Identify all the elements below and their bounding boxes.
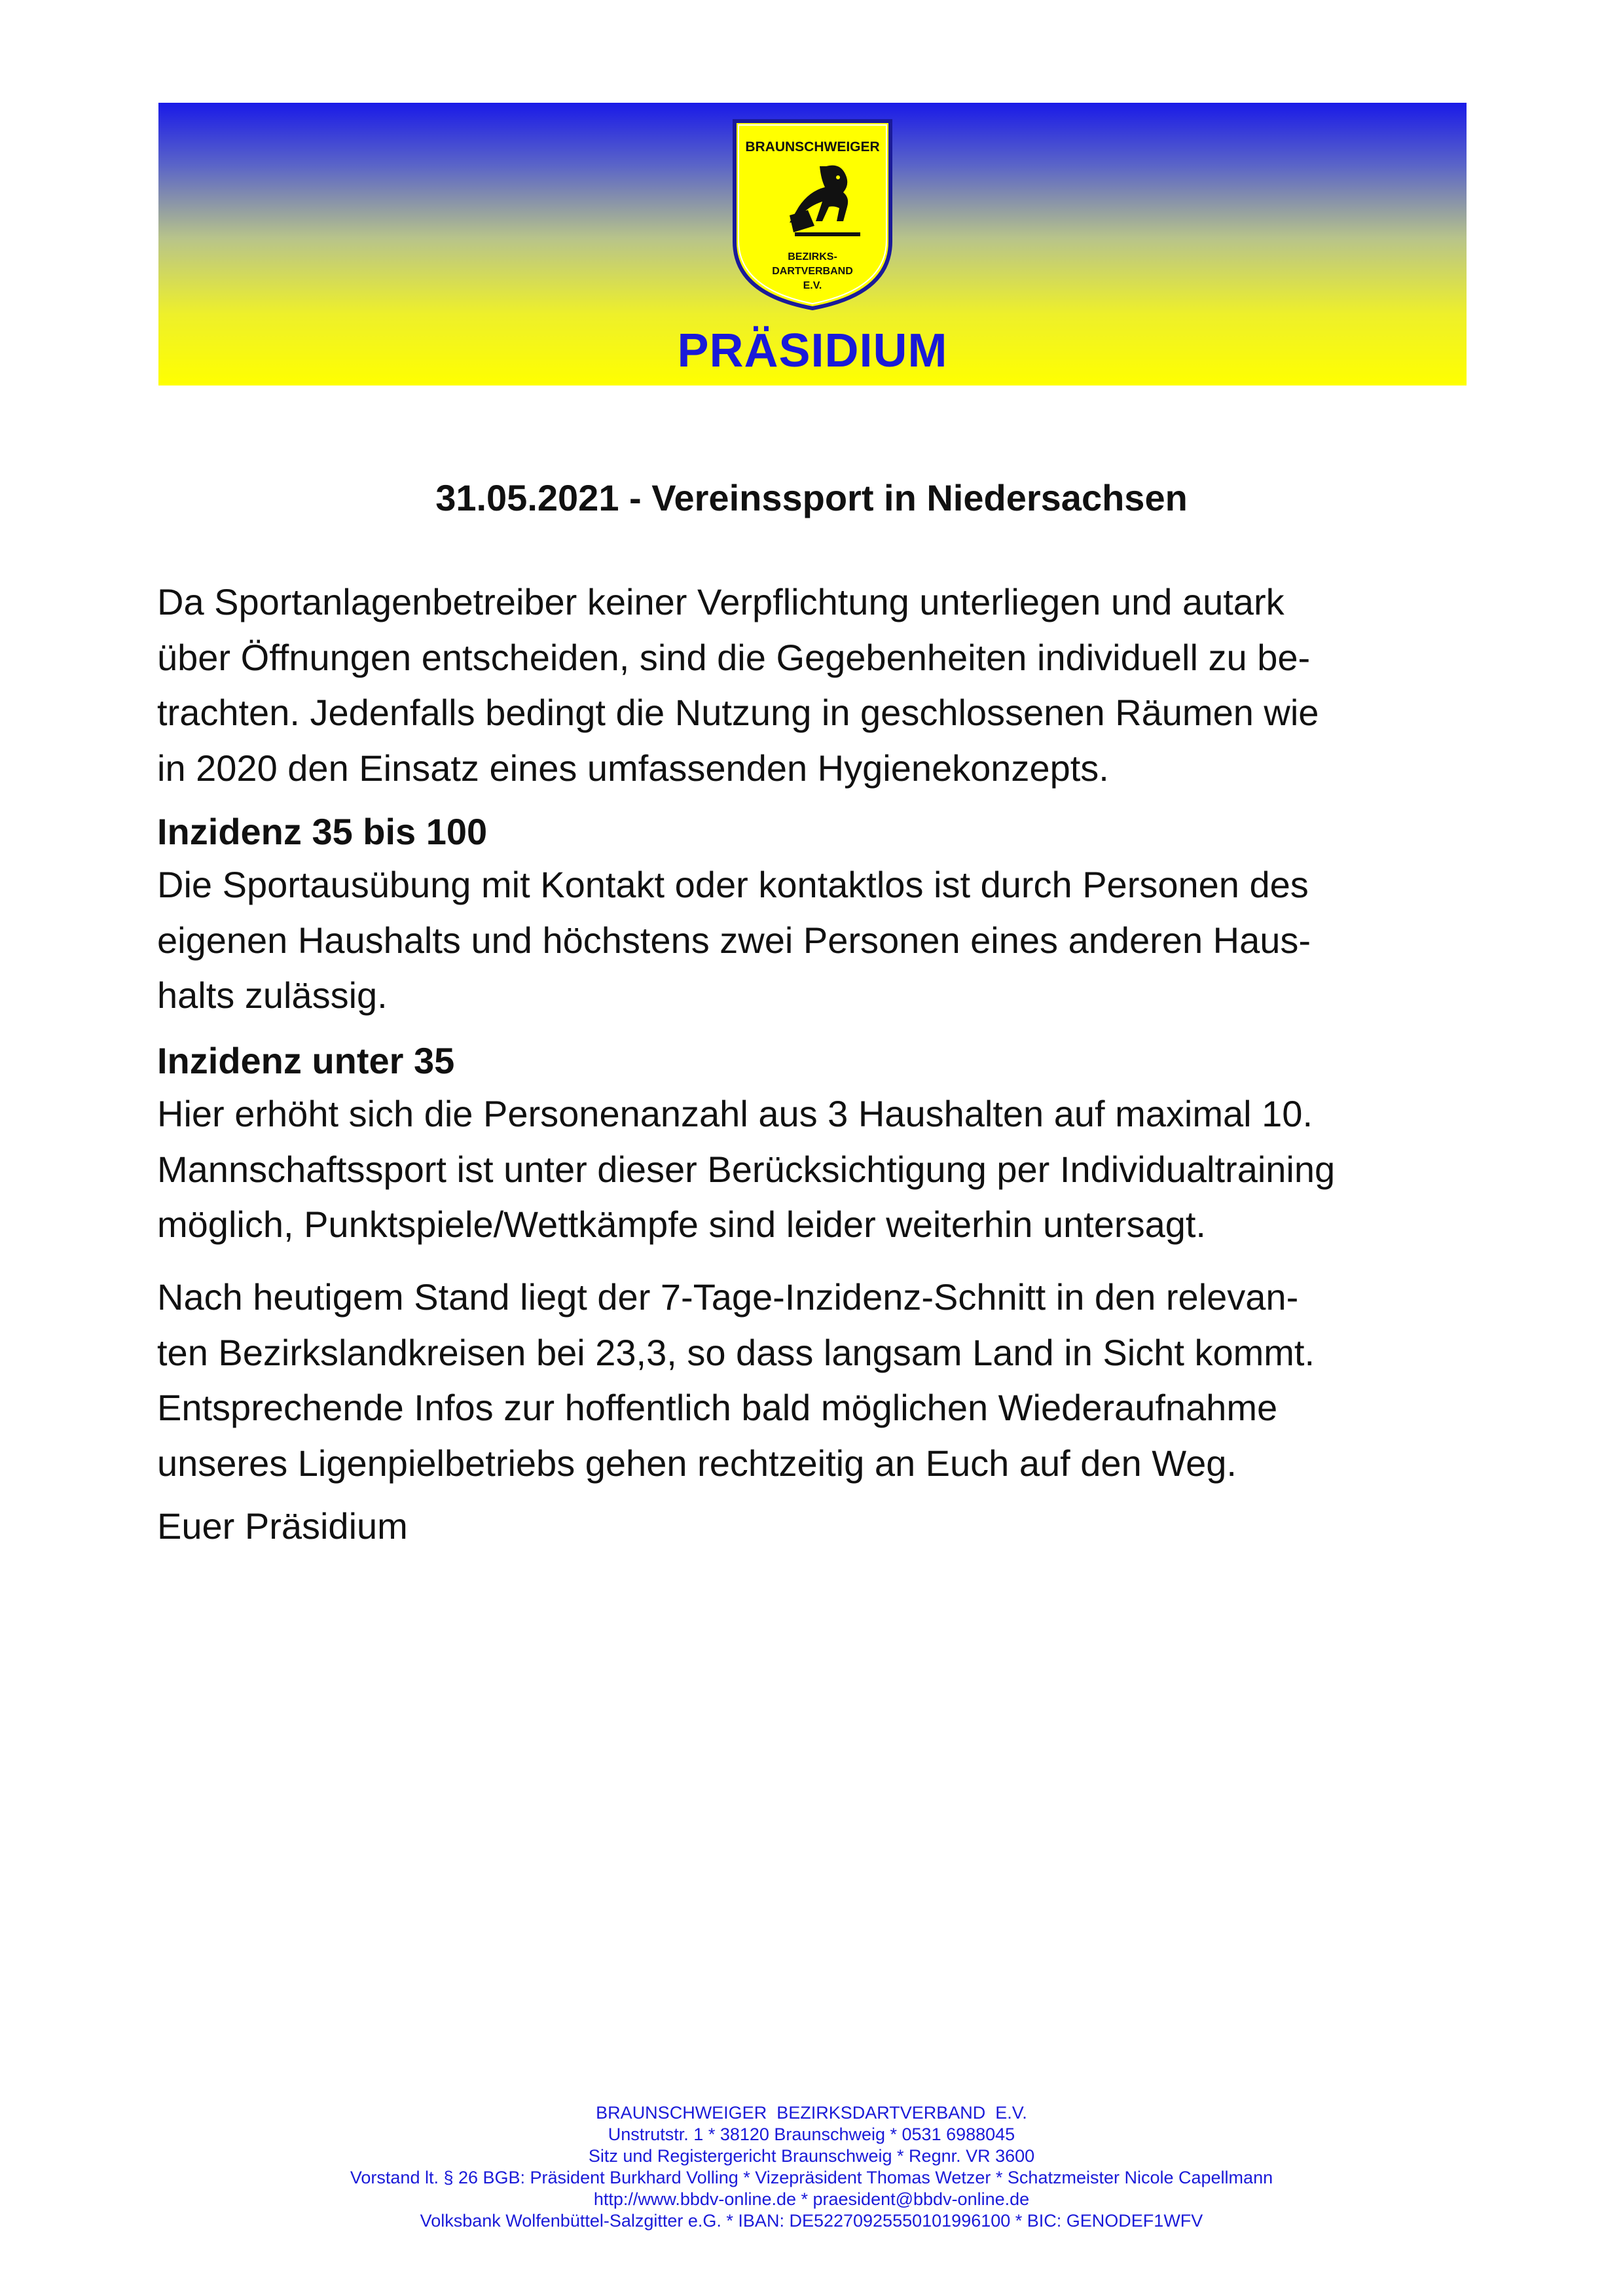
section-heading-under-35: Inzidenz unter 35: [157, 1040, 455, 1081]
outlook-paragraph: Nach heutigem Stand liegt der 7-Tage-Inzidenz-Schnitt in den relevan- ten Bezirkslandkreisen bei 23,3, so dass langsam Land in Sicht kommt. Entsprechende Infos zur hoffentlich bald möglichen Wiederaufnahme unseres Ligenpielbetriebs gehen rechtzeitig an Euch auf den Weg.: [157, 1276, 1315, 1484]
logo-text-ev: E.V.: [803, 280, 822, 291]
section-heading-35-100: Inzidenz 35 bis 100: [157, 811, 488, 852]
section-text-under-35: Hier erhöht sich die Personenanzahl aus 3 Haushalten auf maximal 10. Mannschaftssport ist unter dieser Berücksichtigung per Individualtraining möglich, Punktspiele/Wettkämpfe sind leider weiterhin untersagt.: [157, 1093, 1336, 1245]
intro-paragraph: Da Sportanlagenbetreiber keiner Verpflichtung unterliegen und autark über Öffnungen entscheiden, sind die Gegebenheiten individuell zu be- trachten. Jedenfalls bedingt die Nutzung in geschlossenen Räumen wie in 2020 den Einsatz eines umfassenden Hygienekonzepts.: [157, 581, 1319, 789]
footer: [0, 2102, 1623, 2232]
footer-board: Vorstand lt. § 26 BGB: Präsident Burkhard Volling * Vizepräsident Thomas Wetzer * Schatzmeister Nicole Capellmann: [350, 2168, 1273, 2187]
footer-web-email[interactable]: http://www.bbdv-online.de * praesident@bbdv-online.de: [593, 2189, 1030, 2209]
banner-title: PRÄSIDIUM: [677, 325, 948, 377]
section-text-35-100: Die Sportausübung mit Kontakt oder kontaktlos ist durch Personen des eigenen Haushalts und höchstens zwei Personen eines anderen Haus- halts zulässig.: [157, 864, 1311, 1016]
logo-text-low: DARTVERBAND: [772, 266, 853, 277]
footer-address: Unstrutstr. 1 * 38120 Braunschweig * 0531 6988045: [608, 2125, 1015, 2144]
signature: Euer Präsidium: [157, 1505, 408, 1547]
footer-bank: Volksbank Wolfenbüttel-Salzgitter e.G. * IBAN: DE52270925550101996100 * BIC: GENODEF1WFV: [420, 2211, 1203, 2231]
footer-registry: Sitz und Registergericht Braunschweig * Regnr. VR 3600: [588, 2146, 1035, 2166]
logo-text-top: BRAUNSCHWEIGER: [745, 139, 880, 154]
club-logo: [729, 117, 896, 312]
header-banner: [158, 103, 1467, 386]
footer-org-name: BRAUNSCHWEIGER BEZIRKSDARTVERBAND E.V.: [596, 2103, 1027, 2123]
logo-text-mid: BEZIRKS-: [788, 251, 837, 262]
document-title: 31.05.2021 - Vereinssport in Niedersachsen: [435, 477, 1188, 518]
